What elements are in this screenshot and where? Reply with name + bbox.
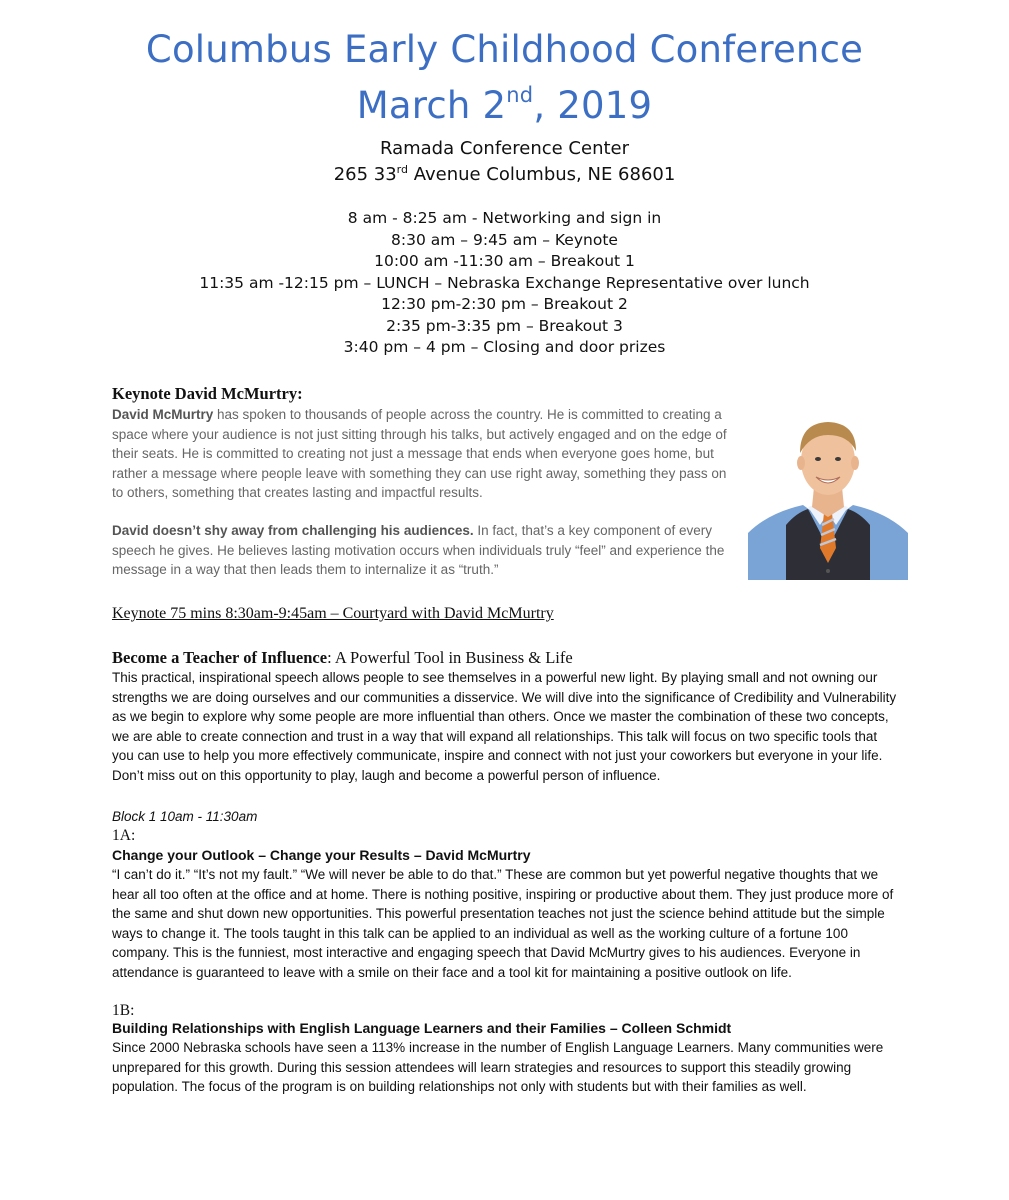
conference-title: Columbus Early Childhood Conference — [145, 28, 864, 71]
keynote-bio-paragraph — [112, 405, 737, 503]
bio-text-2: In fact, that’s a key component of every speech he gives. He believes lasting motivation occurs when individuals truly “feel” and experience the message in a way that then leads them to internalize it as “truth.” — [112, 523, 725, 577]
speaker-name: David McMurtry — [112, 407, 214, 422]
address-suffix: rd — [396, 163, 408, 176]
session-code-1b: 1B: — [112, 1002, 135, 1019]
talk-title-bold: Become a Teacher of Influence — [112, 648, 328, 667]
bio-text: has spoken to thousands of people across the country. He is committed to creating a space where your audience is not just sitting through his talks, but actively engaged and on the edge of their seats. He is committed to creating not just a message that ends when everyone goes home, but rather a message where people leave with something they can use right away, something they pass on to others, something that creates lasting and impactful results. — [112, 407, 727, 500]
keynote-talk-title — [112, 648, 573, 668]
keynote-bio-paragraph-2 — [112, 521, 737, 580]
address-street: Avenue Columbus, NE 68601 — [407, 164, 676, 185]
schedule-item: 8 am - 8:25 am - Networking and sign in — [347, 209, 662, 227]
schedule-item: 3:40 pm – 4 pm – Closing and door prizes — [343, 338, 666, 356]
block-label: Block 1 10am - 11:30am — [112, 809, 258, 824]
speaker-photo — [748, 413, 908, 580]
date-month: March 2 — [356, 84, 507, 127]
schedule-item: 12:30 pm-2:30 pm – Breakout 2 — [381, 295, 628, 313]
keynote-session-line: Keynote 75 mins 8:30am-9:45am – Courtyard with David McMurtry — [112, 605, 554, 622]
bio-emphasis: David doesn’t shy away from challenging his audiences. — [112, 523, 474, 538]
address-number: 265 33 — [333, 164, 397, 185]
venue-block — [0, 136, 1009, 188]
schedule-item: 10:00 am -11:30 am – Breakout 1 — [374, 252, 635, 270]
speaker-portrait-image — [748, 413, 908, 580]
venue-name: Ramada Conference Center — [379, 138, 630, 159]
session-title-1b: Building Relationships with English Language Learners and their Families – Colleen Schmidt — [112, 1020, 732, 1036]
keynote-talk-description: This practical, inspirational speech allows people to see themselves in a powerful new light. By playing small and not owning our strengths we are doing ourselves and our communities a disservice. We will dive into the significance of Credibility and Vulnerability as we begin to explore why some people are more influential than others. Once we master the combination of these two concepts, we are able to create connection and trust in a way that will expand all relationships. This talk will focus on two specific tools that you can use to help you more effectively communicate, inspire and connect with not just your coworkers but everyone in your life. Don’t miss out on this opportunity to play, laugh and become a powerful person of influence. — [112, 670, 897, 783]
schedule-item: 2:35 pm-3:35 pm – Breakout 3 — [386, 316, 623, 335]
schedule-item: 11:35 am -12:15 pm – LUNCH – Nebraska Exchange Representative over lunch — [199, 273, 810, 292]
conference-date — [0, 84, 1009, 128]
date-suffix: nd — [506, 83, 534, 107]
session-title-1a: Change your Outlook – Change your Results – David McMurtry — [112, 847, 531, 863]
schedule-item: 8:30 am – 9:45 am – Keynote — [391, 230, 618, 249]
session-code-1a: 1A: — [112, 827, 136, 844]
keynote-heading: Keynote David McMurtry: — [112, 384, 303, 403]
venue-address — [0, 162, 1009, 188]
schedule-list — [0, 208, 1009, 359]
talk-title-subtitle: : A Powerful Tool in Business & Life — [327, 648, 573, 667]
session-description-1a: “I can’t do it.” “It’s not my fault.” “We will never be able to do that.” These are common but yet powerful negative thoughts that we hear all too often at the office and at home. There is nothing positive, inspiring or productive about them. They just produce more of the same and shut down new opportunities. This powerful presentation teaches not just the science behind attitude but the simple ways to change it. The tools taught in this talk can be applied to an individual as well as the working culture of a fortune 100 company. This is the funniest, most interactive and engaging speech that David McMurtry gives to his audiences. Everyone in attendance is guaranteed to leave with a smile on their face and a tool kit for maintaining a positive outlook on life. — [112, 867, 894, 980]
date-year: , 2019 — [533, 84, 653, 127]
session-description-1b: Since 2000 Nebraska schools have seen a 113% increase in the number of English Language Learners. Many communities were unprepared for this growth. During this session attendees will learn strategies and resources to support this steadily growing population. The focus of the program is on building relationships not only with students but with their families as well. — [112, 1040, 884, 1094]
